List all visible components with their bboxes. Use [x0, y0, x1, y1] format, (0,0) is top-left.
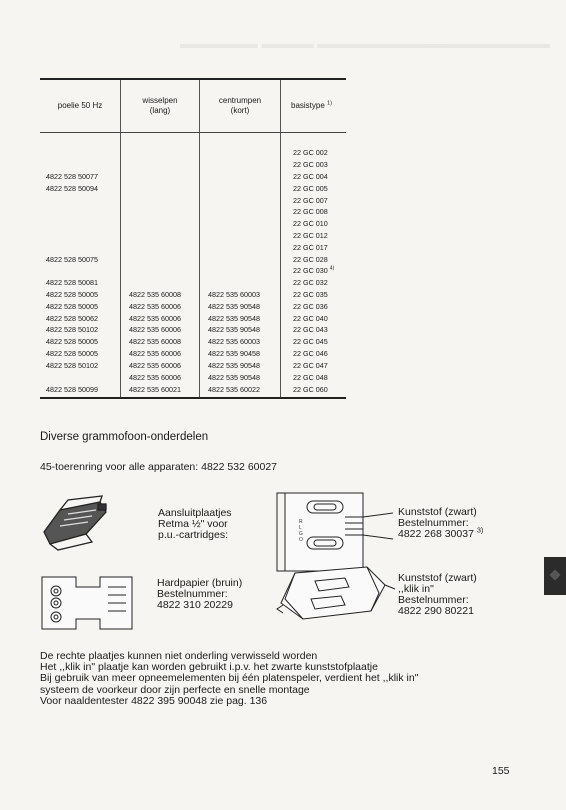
- table-cell: 4822 528 50077: [46, 171, 98, 181]
- table-cell: 4822 535 60006: [121, 359, 200, 371]
- table-cell: 22 GC 045: [281, 336, 347, 348]
- hardpapier-text: Hardpapier (bruin) Bestelnummer: 4822 310 20229: [157, 577, 243, 611]
- table-cell: [121, 147, 200, 159]
- note-line: Het ,,klik in" plaatje kan worden gebruikt i.p.v. het zwarte kunststofplaatje: [40, 661, 378, 674]
- header-wisselpen: wisselpen (lang): [121, 79, 200, 133]
- click-in-plate-drawing: [275, 565, 395, 625]
- table-row: [40, 312, 346, 324]
- table-cell: 22 GC 035: [281, 289, 347, 301]
- table-row: [40, 253, 346, 265]
- svg-text:L: L: [299, 525, 302, 531]
- table-row: [40, 336, 346, 348]
- table-cell: [121, 253, 200, 265]
- table-cell: 4822 535 60006: [121, 300, 200, 312]
- table-cell: [40, 218, 121, 230]
- note-line: Voor naaldentester 4822 395 90048 zie pag. 136: [40, 694, 268, 707]
- table-cell: 22 GC 043: [281, 324, 347, 336]
- table-cell: [121, 194, 200, 206]
- table-row: [40, 147, 346, 159]
- table-cell: [121, 230, 200, 242]
- table-cell: [200, 147, 281, 159]
- table-cell: [200, 265, 281, 277]
- table-cell: 4822 528 50005: [46, 301, 98, 311]
- table-row: [40, 371, 346, 383]
- table-cell: [121, 182, 200, 194]
- note-line: systeem de voorkeur door zijn perfecte en snelle montage: [40, 683, 310, 696]
- table-cell: 22 GC 010: [281, 218, 347, 230]
- ring-line: 45-toerenring voor alle apparaten: 4822 532 60027: [40, 461, 278, 473]
- table-cell: [200, 241, 281, 253]
- table-row: [40, 206, 346, 218]
- table-cell: 22 GC 028: [281, 253, 347, 265]
- table-row: [40, 359, 346, 371]
- table-cell: [121, 171, 200, 183]
- aansluit-text: Aansluitplaatjes Retma ½" voor p.u.-cartridges:: [158, 507, 232, 541]
- table-cell: 22 GC 048: [281, 371, 347, 383]
- table-cell: [200, 182, 281, 194]
- table-cell: [200, 277, 281, 289]
- table-cell: [121, 277, 200, 289]
- table-cell: 4822 535 60006: [121, 312, 200, 324]
- table-row: [40, 182, 346, 194]
- table-cell: 22 GC 002: [281, 147, 347, 159]
- table-cell: 4822 535 60006: [121, 348, 200, 360]
- table-cell: [121, 265, 200, 277]
- table-cell: 4822 528 50075: [46, 254, 98, 264]
- table-cell: 22 GC 046: [281, 348, 347, 360]
- table-header-row: [40, 79, 346, 133]
- table-cell: 4822 535 60003: [200, 289, 281, 301]
- table-cell: 22 GC 030 $^{4)}$: [281, 265, 347, 277]
- table-row: [40, 171, 346, 183]
- svg-text:O: O: [299, 537, 303, 543]
- cartridge-illustration: [40, 492, 110, 552]
- table-row: [40, 324, 346, 336]
- table-cell: 22 GC 005: [281, 182, 347, 194]
- table-row: [40, 194, 346, 206]
- parts-table: [40, 78, 346, 399]
- section-tab-marker: [544, 557, 566, 595]
- notes-block: [40, 651, 418, 707]
- table-row: [40, 348, 346, 360]
- table-cell: 4822 528 50081: [46, 278, 98, 288]
- table-row: [40, 289, 346, 301]
- table-cell: [40, 206, 121, 218]
- table-cell: 22 GC 047: [281, 359, 347, 371]
- table-cell: 22 GC 032: [281, 277, 347, 289]
- table-cell: 22 GC 004: [281, 171, 347, 183]
- table-cell: [121, 241, 200, 253]
- table-cell: [121, 218, 200, 230]
- note-line: Bij gebruik van meer opneemelementen bij één platenspeler, verdient het ,,klik in": [40, 672, 419, 685]
- table-cell: [40, 241, 121, 253]
- table-cell: 4822 535 90548: [200, 312, 281, 324]
- svg-text:R: R: [299, 519, 303, 525]
- show-through-heading: ▬▬▬▬▬▬ ▬▬▬▬ ▬▬▬▬▬▬▬▬▬▬: [180, 36, 448, 51]
- table-cell: 4822 535 60006: [121, 324, 200, 336]
- table-cell: [200, 194, 281, 206]
- table-cell: 22 GC 007: [281, 194, 347, 206]
- table-cell: [40, 194, 121, 206]
- page-number: 155: [492, 765, 510, 777]
- hardpaper-plate-drawing: [40, 573, 140, 638]
- table-row: [40, 300, 346, 312]
- table-cell: 4822 535 90548: [200, 359, 281, 371]
- table-cell: 4822 528 50005: [46, 337, 98, 347]
- note-line: De rechte plaatjes kunnen niet onderling verwisseld worden: [40, 650, 318, 662]
- table-cell: 4822 528 50099: [40, 383, 121, 398]
- table-cell: [200, 218, 281, 230]
- kunststof1-text: Kunststof (zwart) Bestelnummer: 4822 268 30037 $^{3)}$: [398, 506, 484, 540]
- header-basistype: basistype $^{1)}$: [281, 79, 347, 133]
- table-cell: 4822 535 90548: [200, 324, 281, 336]
- table-row: [40, 277, 346, 289]
- table-cell: 4822 528 50005: [46, 289, 98, 299]
- table-cell: 22 GC 040: [281, 312, 347, 324]
- straight-plate-drawing: [275, 487, 395, 577]
- table-cell: 4822 535 60003: [200, 336, 281, 348]
- table-cell: [40, 159, 121, 171]
- table-row: [40, 218, 346, 230]
- table-cell: [121, 159, 200, 171]
- table-cell: [200, 230, 281, 242]
- table-cell: 22 GC 008: [281, 206, 347, 218]
- table-cell: [200, 171, 281, 183]
- table-cell: 22 GC 012: [281, 230, 347, 242]
- table-cell: 4822 535 90548: [200, 371, 281, 383]
- show-through-heading-right: ▬▬▬▬▬▬▬▬▬▬: [420, 36, 550, 51]
- table-cell: 4822 528 50094: [46, 183, 98, 193]
- table-cell: 4822 535 90548: [200, 300, 281, 312]
- table-cell: 4822 528 50102: [46, 325, 98, 335]
- kunststof2-text: Kunststof (zwart) ,,klik in" Bestelnummer: 4822 290 80221: [398, 572, 477, 617]
- table-cell: [200, 159, 281, 171]
- table-cell: 22 GC 036: [281, 300, 347, 312]
- header-centrumpen: centrumpen (kort): [200, 79, 281, 133]
- table-cell: 4822 535 60022: [200, 383, 281, 398]
- table-cell: 4822 528 50102: [46, 360, 98, 370]
- table-cell: 4822 528 50005: [46, 348, 98, 358]
- table-row: [40, 241, 346, 253]
- section-title: Diverse grammofoon-onderdelen: [40, 431, 209, 443]
- table-row: [40, 159, 346, 171]
- table-cell: [40, 265, 121, 277]
- table-cell: 22 GC 060: [281, 383, 347, 398]
- table-cell: [121, 206, 200, 218]
- table-cell: [40, 147, 121, 159]
- table-cell: 22 GC 017: [281, 241, 347, 253]
- table-cell: 4822 535 90458: [200, 348, 281, 360]
- table-cell: [200, 253, 281, 265]
- table-row: [40, 265, 346, 277]
- table-cell: 22 GC 003: [281, 159, 347, 171]
- table-cell: 4822 535 60021: [121, 383, 200, 398]
- table-cell: [40, 371, 121, 383]
- header-poelie: poelie 50 Hz: [40, 79, 121, 133]
- table-cell: [40, 230, 121, 242]
- table-cell: 4822 535 60006: [121, 371, 200, 383]
- table-cell: [200, 206, 281, 218]
- table-row: [40, 230, 346, 242]
- table-cell: 4822 535 60008: [121, 336, 200, 348]
- svg-text:G: G: [299, 531, 303, 537]
- table-row: [40, 383, 346, 398]
- table-cell: 4822 535 60008: [121, 289, 200, 301]
- table-cell: 4822 528 50062: [46, 313, 98, 323]
